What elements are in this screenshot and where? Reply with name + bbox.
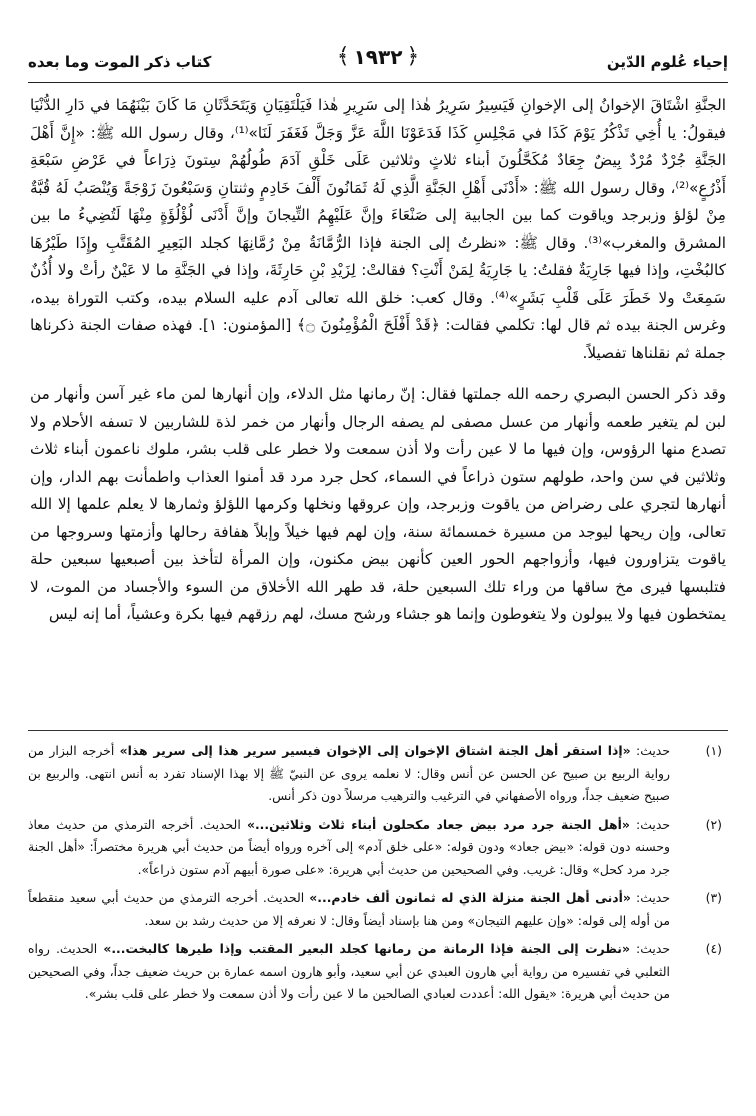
- footnote-number: (٣): [705, 890, 722, 905]
- footnote-hadith: «أهل الجنة جرد مرد بيض جعاد مكحلون أبناء ثلاث وثلاثين...»: [246, 816, 630, 832]
- header-rule: [28, 82, 728, 83]
- footnote: [28, 938, 728, 1006]
- footnote: [28, 740, 728, 808]
- book-title: إحياء عُلوم الدّين: [606, 53, 728, 71]
- footnote: [28, 887, 728, 932]
- footnote: [28, 814, 728, 882]
- paragraph-2: وقد ذكر الحسن البصري رحمه الله جملتها فقال: إنّ رمانها مثل الدلاء، وإن أنهارها لمن ماء غير آسن وأنهار من لبن لم يتغير طعمه وأنهار من عسل مصفى لم يصفه الرجال وأنهار من خمر لذة للشاربين لا تسفه الأحلام ولا تصدع منها الرؤوس، وإن فيها ما لا عين رأت ولا أذن سمعت ولا خطر على قلب بشر، ملوك ناعمون أبناء ثلاث وثلاثين في سن واحد، طولهم ستون ذراعاً في السماء، كحل جرد مرد قد أمنوا العذاب واطمأنت بهم الدار، وإن أنهارها لتجري على رضراض من ياقوت وزبرجد، وإن عروقها ونخلها وكرمها اللؤلؤ وثمارها لا يعلم علمها إلا الله تعالى، وإن ريحها ليوجد من مسيرة خمسمائة سنة، وإن لهم فيها خيلاً وإبلاً هفافة رحالها وأزمتها وسروجها من ياقوت يتزاورون فيها، وأزواجهم الحور العين كأنهن بيض مكنون، وإن المرأة لتأخذ بين أصبعيها سبعين حلة فتلبسها فيرى مخ ساقها من وراء تلك السبعين حلة، قد طهر الله الأخلاق من السوء والأجساد من الموت، لا يمتخطون فيها ولا يبولون ولا يتغوطون وإنما هو جشاء ورشح مسك، لهم رزقهم فيها بكرة وعشياً، أما إنه ليس: [30, 385, 726, 623]
- page-number-block: [337, 44, 420, 69]
- footnote-hadith: «إذا استقر أهل الجنة اشتاق الإخوان إلى الإخوان فيسير سرير هذا إلى سرير هذا»: [119, 743, 631, 758]
- main-text: [30, 92, 726, 629]
- footnote-text: الحديث. أخرجه الترمذي من حديث معاذ وحسنه دون قوله: «بيض جعاد» ودون قوله: «على خلق آدم» إلى آخره ورواه أيضاً من حديث أبي هريرة مختصراً: «أهل الجنة جرد مرد كحل» وقال: غريب. وفي الصحيحين من حديث أبي هريرة: «على صورة أبيهم آدم ستون ذراعاً».: [28, 816, 670, 877]
- footnote-number: (٢): [705, 816, 722, 832]
- running-header: [28, 44, 728, 80]
- ornament-left-icon: ﴾: [336, 44, 350, 69]
- footnote-text: الحديث. أخرجه الترمذي من حديث أبي سعيد منقطعاً من أوله إلى قوله: «وإن عليهم التيجان» ومن هنا بإسناد أيضاً وقال: لا نعرفه إلا من حديث رشد بن سعد.: [28, 890, 670, 928]
- footnote-lead: حديث:: [630, 743, 670, 758]
- ornament-right-icon: ﴿: [406, 44, 420, 69]
- footnote-hadith: «نظرت إلى الجنة فإذا الرمانة من رمانها كجلد البعير المقتب وإذا طيرها كالبخت...»: [103, 941, 630, 956]
- page-number: ١٩٣٢: [353, 44, 403, 69]
- footnote-number: (١): [705, 743, 722, 758]
- footnotes: [28, 740, 728, 1012]
- footnote-separator: [28, 730, 728, 731]
- footnote-hadith: «أدنى أهل الجنة منزلة الذي له ثمانون ألف خادم...»: [309, 890, 631, 905]
- footnote-text: الحديث. رواه الثعلبي في تفسيره من رواية أبي هارون العبدي عن أبي سعيد، وأبو هارون اسمه عمارة بن حريث ضعيف جداً، وفي الصحيحين من حديث أبي هريرة: «يقول الله: أعددت لعبادي الصالحين ما لا عين رأت ولا أذن سمعت ولا خطر على قلب بشر».: [28, 941, 670, 1001]
- footnote-lead: حديث:: [629, 941, 670, 956]
- footnote-number: (٤): [705, 941, 722, 956]
- chapter-title: كتاب ذكر الموت وما بعده: [28, 53, 212, 71]
- footnote-lead: حديث:: [630, 890, 670, 905]
- footnote-text: أخرجه البزار من رواية الربيع بن صبيح عن الحسن عن أنس وقال: لا نعلمه يروى عن النبيّ ﷺ إلا بهذا الإسناد تفرد به أنس انتهى. والربيع بن صبيح ضعيف جداً، ورواه الأصفهاني في الترغيب والترهيب مرسلاً دون ذكر أنس.: [28, 743, 670, 803]
- footnote-lead: حديث:: [629, 816, 670, 832]
- paragraph-1: الجنَّةِ اشْتَاقَ الإخوانُ إلى الإخوانِ فَيَسِيرُ سَرِيرُ هٰذا إلى سَرِيرِ هٰذا فَيَلْتَقِيَانِ وَيَتَحَدَّثَانِ مَا كَانَ بَيْنَهُمَا في دَارِ الدُّنْيَا فيقولُ: يا أُخِي تَذْكُرُ يَوْمَ كَذَا في مَجْلِسِ كَذَا فَدَعَوْنَا اللَّهَ عَزَّ وَجَلَّ فَغَفَرَ لَنَا»⁽¹⁾، وقال رسول الله ﷺ: «إِنَّ أَهْلَ الجَنَّةِ جُرْدٌ مُرْدٌ بِيضٌ جِعَادٌ مُكَحَّلُونَ أبناء ثلاثٍ وثلاثين عَلَى خَلْقِ آدَمَ طُولُهُمْ سِتونَ ذِرَاعاً في عَرْضِ سَبْعَةِ أَذْرُعٍ»⁽²⁾، وقال رسول الله ﷺ: «أَدْنَى أَهْلِ الجَنَّةِ الَّذِي لَهُ ثَمَانُونَ أَلْفَ خَادِمٍ وثنتانِ وَسَبْعُونَ زَوْجَةً وَيُنْصَبُ لَهُ قُبَّةٌ مِنْ لؤلؤ وزبرجد وياقوت كما بين الجابية إلى صَنْعَاءَ وإنَّ عَلَيْهِمُ التِّيجانَ وإنَّ أَدْنَى لُؤْلُؤَةٍ مِنْهَا لَتُضِيءُ ما بين المشرق والمغرب»⁽³⁾. وقال ﷺ: «نظرتُ إلى الجنة فإذا الرُّمَّانَةُ مِنْ رُمَّانِهَا كجلد البَعِيرِ المُقَتَّبِ وإِذَا طَيْرُهَا كالبُخْتِ، وإذا فيها جَارِيَةٌ فقلتُ: يا جَارِيَةُ لِمَنْ أَنْتِ؟ فقالتْ: لِزَيْدِ بْنِ حَارِثَةَ، وإذا في الجَنَّةِ ما لا عَيْنٌ رأتْ ولا أُذُنٌ سَمِعَتْ ولا خَطَرَ عَلَى قَلْبِ بَشَرٍ»⁽⁴⁾. وقال كعب: خلق الله تعالى آدم عليه السلام بيده، وكتب التوراة بيده، وغرس الجنة بيده ثم قال لها: تكلمي فقالت: ﴿قَدْ أَفْلَحَ الْمُؤْمِنُونَ ۝﴾ [المؤمنون: ١]. فهذه صفات الجنة ذكرناها جملة ثم نقلناها تفصيلاً.: [30, 96, 727, 362]
